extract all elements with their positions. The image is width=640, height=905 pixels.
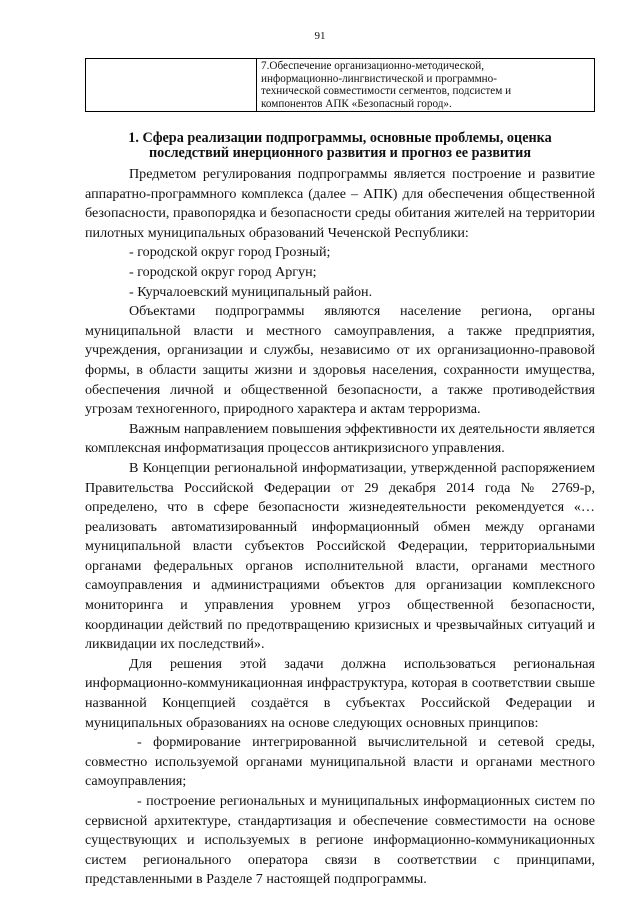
body-text xyxy=(85,165,595,890)
continuation-table xyxy=(85,58,595,112)
list-item-grozny: - городской округ город Грозный; xyxy=(129,244,331,261)
table-row xyxy=(86,59,595,112)
section-heading xyxy=(95,131,585,161)
dash-item-service-architecture: - построение региональных и муниципальных информационных систем по сервисной архитектуре, стандартизация и обеспечение совместимости на основе существующих и используемых в регионе информационно-коммуникационных систем регионального оператора связи в соответствии с принципами, представленными в Разделе 7 настоящей подпрограммы. xyxy=(85,793,595,888)
table-cell-line: технической совместимости сегментов, подсистем и xyxy=(261,85,512,97)
table-cell-principle-7 xyxy=(257,59,595,112)
paragraph-infrastructure: Для решения этой задачи должна использоваться региональная информационно-коммуникационная инфраструктура, которая в соответствии свыше названной Концепцией создаётся в субъектах Российской Федерации и муниципальных образованиях на основе следующих основных принципов: xyxy=(85,655,595,731)
section-heading-line: последствий инерционного развития и прогноз ее развития xyxy=(149,145,531,161)
table-cell-empty xyxy=(86,59,257,112)
page-number: 91 xyxy=(314,30,326,42)
table-cell-line: 7.Обеспечение организационно-методической, xyxy=(261,60,485,72)
dash-item-integrated-environment: - формирование интегрированной вычислительной и сетевой среды, совместно используемой органами муниципальной власти и органами местного самоуправления; xyxy=(85,734,595,790)
paragraph-concept: В Концепции региональной информатизации, утвержденной распоряжением Правительства Российской Федерации от 29 декабря 2014 года № 2769-р, определено, что в сфере безопасности жизнедеятельности рекомендуется «…реализовать автоматизированный информационный обмен между органами муниципальной власти субъектов Российской Федерации, территориальными органами федеральных органов исполнительной власти, органами местного самоуправления и администрациями объектов для организации комплексного мониторинга и управления уровнем угроз общественной безопасности, координации действий по предотвращению кризисных и чрезвычайных ситуаций и ликвидации их последствий». xyxy=(85,459,595,653)
table-cell-line: компонентов АПК «Безопасный город». xyxy=(261,97,452,110)
list-item-argun: - городской округ город Аргун; xyxy=(129,263,317,280)
section-heading-line: 1. Сфера реализации подпрограммы, основные проблемы, оценка xyxy=(128,130,552,146)
paragraph-direction: Важным направлением повышения эффективности их деятельности является комплексная информатизация процессов антикризисного управления. xyxy=(85,420,595,457)
paragraph-subject: Предметом регулирования подпрограммы является построение и развитие аппаратно-программного комплекса (далее – АПК) для обеспечения общественной безопасности, правопорядка и безопасности среды обитания жителей на территории пилотных муниципальных образований Чеченской Республики: xyxy=(85,166,595,241)
list-item-kurchaloy: - Курчалоевский муниципальный район. xyxy=(129,283,373,300)
table-cell-line: информационно-лингвистической и программно- xyxy=(261,72,497,85)
paragraph-objects: Объектами подпрограммы являются население региона, органы муниципальной власти и местного самоуправления, а также предприятия, учреждения, организации и службы, независимо от их организационно-правовой формы, в области защиты жизни и здоровья населения, сохранности имущества, обеспечения личной и общественной безопасности, а также противодействия угрозам техногенного, природного характера и актам терроризма. xyxy=(85,303,595,418)
